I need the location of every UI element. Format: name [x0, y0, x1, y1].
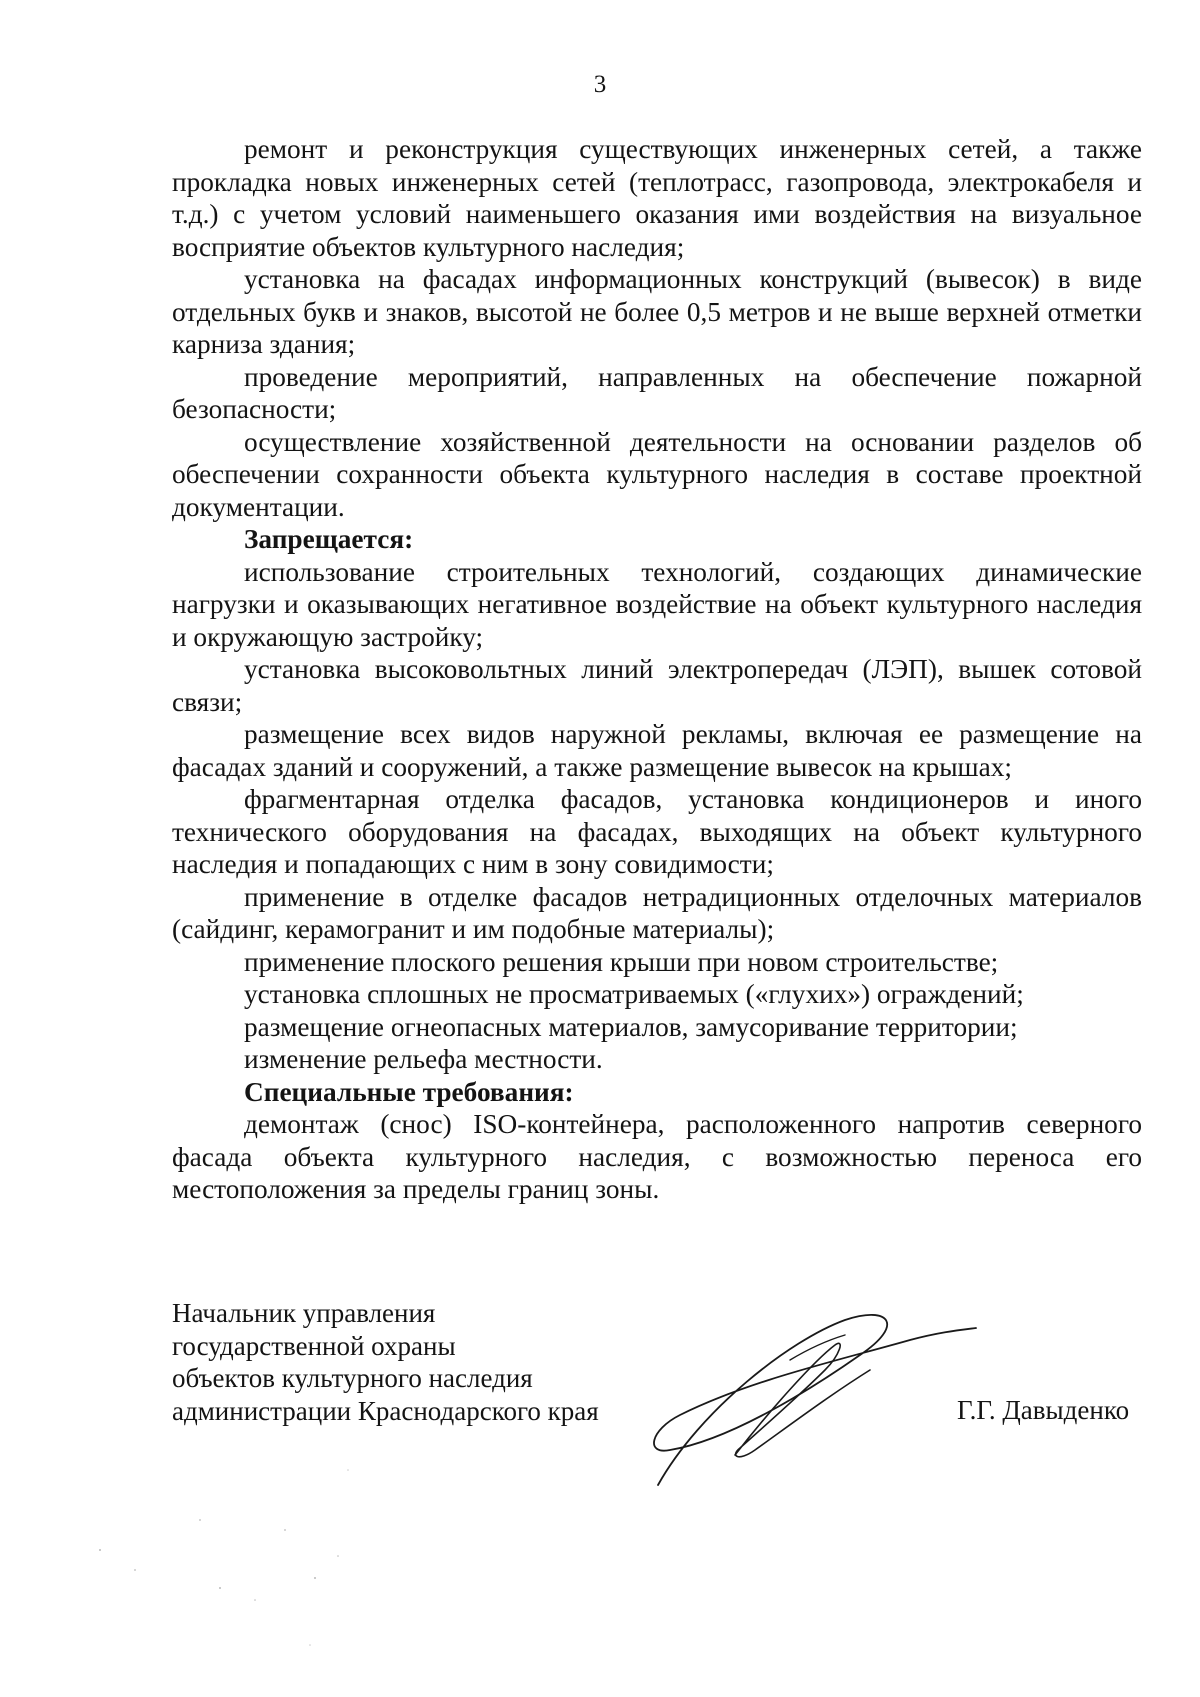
body-paragraph: размещение огнеопасных материалов, замусоривание территории; — [244, 1011, 1018, 1042]
page-number: 3 — [593, 71, 607, 98]
body-paragraph: ремонт и реконструкция существующих инженерных сетей, а также прокладка новых инженерных сетей (теплотрасс, газопровода, электрокабеля и т.д.) с учетом условий наименьшего оказания ими воздействия на визуальное восприятие объектов культурного наследия; — [172, 134, 1142, 262]
body-paragraph: установка на фасадах информационных конструкций (вывесок) в виде отдельных букв и знаков, высотой не более 0,5 метров и не выше верхней отметки карниза здания; — [172, 264, 1142, 359]
body-paragraph: установка высоковольтных линий электропередач (ЛЭП), вышек сотовой связи; — [172, 654, 1142, 717]
body-paragraph: применение в отделке фасадов нетрадиционных отделочных материалов (сайдинг, керамогранит и им подобные материалы); — [172, 881, 1142, 944]
body-paragraph: фрагментарная отделка фасадов, установка кондиционеров и иного технического оборудования на фасадах, выходящих на объект культурного наследия и попадающих с ним в зону совидимости; — [172, 784, 1142, 879]
body-paragraph: проведение мероприятий, направленных на обеспечение пожарной безопасности; — [172, 361, 1142, 424]
body-paragraph: осуществление хозяйственной деятельности на основании разделов об обеспечении сохранности объекта культурного наследия в составе проектной документации. — [172, 426, 1142, 522]
signatory-title — [172, 1297, 599, 1427]
document-body — [172, 133, 1142, 1206]
body-paragraph: изменение рельефа местности. — [244, 1044, 603, 1074]
body-paragraph: применение плоского решения крыши при новом строительстве; — [244, 946, 999, 977]
signatory-title-line: Начальник управления — [172, 1298, 436, 1328]
body-paragraph: демонтаж (снос) ISO-контейнера, расположенного напротив северного фасада объекта культурного наследия, с возможностью переноса его местоположения за пределы границ зоны. — [172, 1109, 1142, 1204]
body-paragraph: установка сплошных не просматриваемых («глухих») ограждений; — [244, 979, 1024, 1009]
signatory-title-line: государственной охраны — [172, 1330, 456, 1361]
signatory-title-line: объектов культурного наследия — [172, 1363, 533, 1393]
signatory-title-line: администрации Краснодарского края — [172, 1395, 599, 1426]
scan-specks — [80, 1460, 400, 1660]
section-heading-special-requirements: Специальные требования: — [244, 1076, 574, 1107]
section-heading-prohibited: Запрещается: — [244, 524, 414, 554]
handwritten-signature — [640, 1300, 980, 1490]
body-paragraph: размещение всех видов наружной рекламы, включая ее размещение на фасадах зданий и сооружений, а также размещение вывесок на крышах; — [172, 719, 1142, 782]
body-paragraph: использование строительных технологий, создающих динамические нагрузки и оказывающих негативное воздействие на объект культурного наследия и окружающую застройку; — [172, 556, 1142, 652]
signatory-name: Г.Г. Давыденко — [957, 1395, 1130, 1425]
